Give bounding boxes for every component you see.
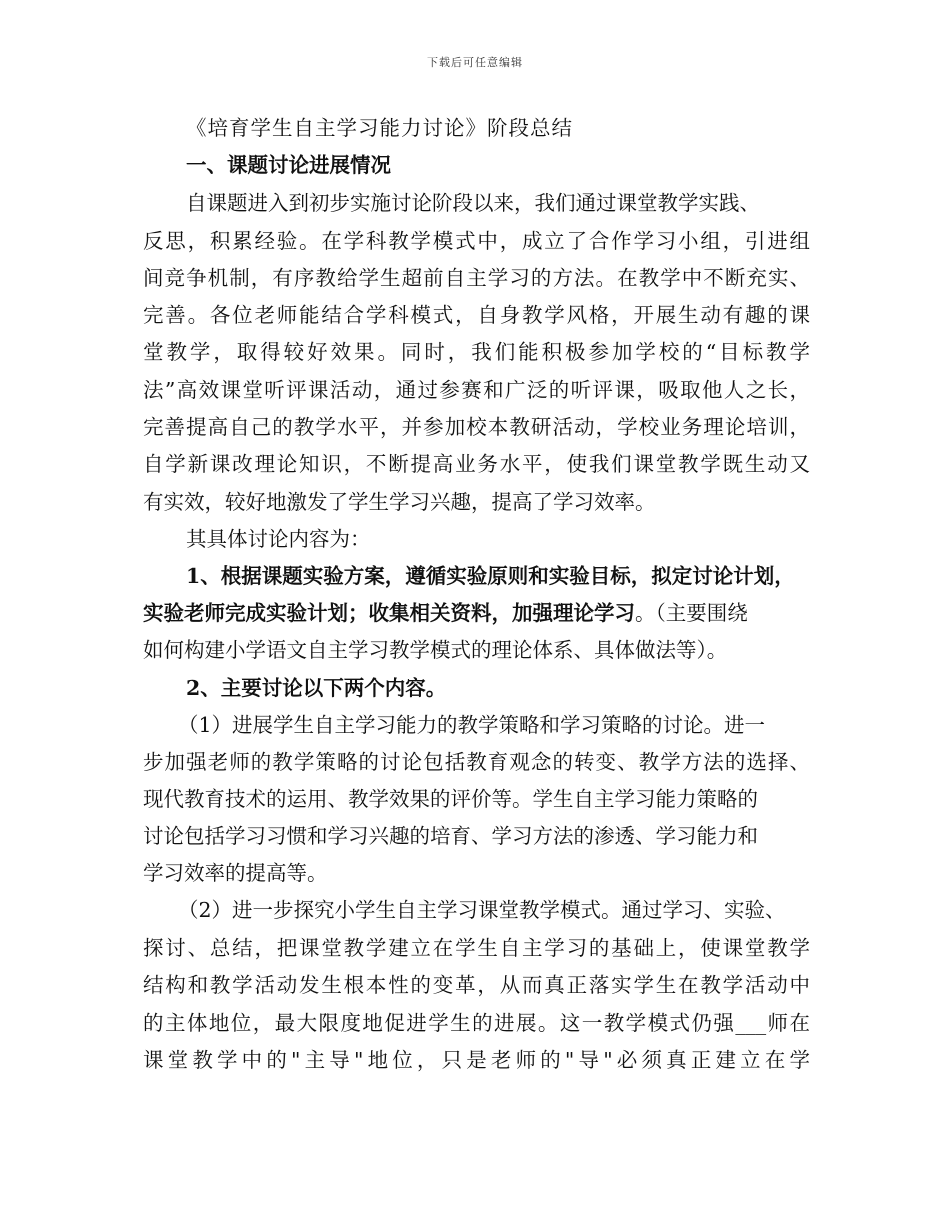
paragraph-line: 反思，积累经验。在学科教学模式中，成立了合作学习小组，引进组 [143, 229, 810, 253]
document-title: 《培育学生自主学习能力讨论》阶段总结 [186, 116, 573, 140]
paragraph-line: （2）进一步探究小学生自主学习课堂教学模式。通过学习、实验、 [178, 898, 786, 922]
paragraph-line: 其具体讨论内容为： [186, 527, 371, 551]
paragraph-line: 自学新课改理论知识，不断提高业务水平，使我们课堂教学既生动又 [143, 452, 810, 476]
paragraph-line: 的主体地位，最大限度地促进学生的进展。这一教学模式仍强___师在 [143, 1011, 810, 1035]
paragraph-line: 间竞争机制，有序教给学生超前自主学习的方法。在教学中不断充实、 [143, 266, 810, 290]
section-heading: 一、课题讨论进展情况 [186, 153, 391, 177]
paragraph-line: 完善。各位老师能结合学科模式，自身教学风格，开展生动有趣的课 [143, 303, 810, 327]
page-header: 下载后可任意编辑 [427, 56, 523, 69]
paragraph-line: 堂教学，取得较好效果。同时，我们能积极参加学校的“目标教学 [143, 340, 810, 364]
paragraph-line: 如何构建小学语文自主学习教学模式的理论体系、具体做法等）。 [143, 638, 728, 662]
paragraph-line: 自课题进入到初步实施讨论阶段以来，我们通过课堂教学实践、 [186, 191, 760, 215]
paragraph-line: 结构和教学活动发生根本性的变革，从而真正落实学生在教学活动中 [143, 973, 810, 997]
paragraph-line: 法”高效课堂听评课活动，通过参赛和广泛的听评课，吸取他人之长， [143, 378, 810, 402]
item-line [143, 600, 748, 626]
item-bold-text: 实验老师完成实验计划；收集相关资料，加强理论学习 [143, 601, 635, 625]
paragraph-line: 步加强老师的教学策略的讨论包括教育观念的转变、教学方法的选择、 [143, 750, 810, 774]
paragraph-line: 讨论包括学习习惯和学习兴趣的培育、学习方法的渗透、学习能力和 [143, 824, 758, 848]
paragraph-line: 有实效，较好地激发了学生学习兴趣，提高了学习效率。 [143, 490, 656, 514]
paragraph-line: 探讨、总结，把课堂教学建立在学生自主学习的基础上，使课堂教学 [143, 936, 810, 960]
paragraph-line: 完善提高自己的教学水平，并参加校本教研活动，学校业务理论培训， [143, 415, 810, 439]
paragraph-line: 学习效率的提高等。 [143, 861, 328, 885]
paragraph-line: 现代教育技术的运用、教学效果的评价等。学生自主学习能力策略的 [143, 787, 758, 811]
paragraph-line: 课堂教学中的"主导"地位，只是老师的"导"必须真正建立在学 [143, 1048, 810, 1072]
item-heading: 1、根据课题实验方案，遵循实验原则和实验目标，拟定讨论计划， [186, 564, 795, 588]
paragraph-line: （1）进展学生自主学习能力的教学策略和学习策略的讨论。进一 [178, 713, 766, 737]
item-normal-text: 。（主要围绕 [635, 601, 748, 625]
item-heading: 2、主要讨论以下两个内容。 [186, 676, 447, 700]
